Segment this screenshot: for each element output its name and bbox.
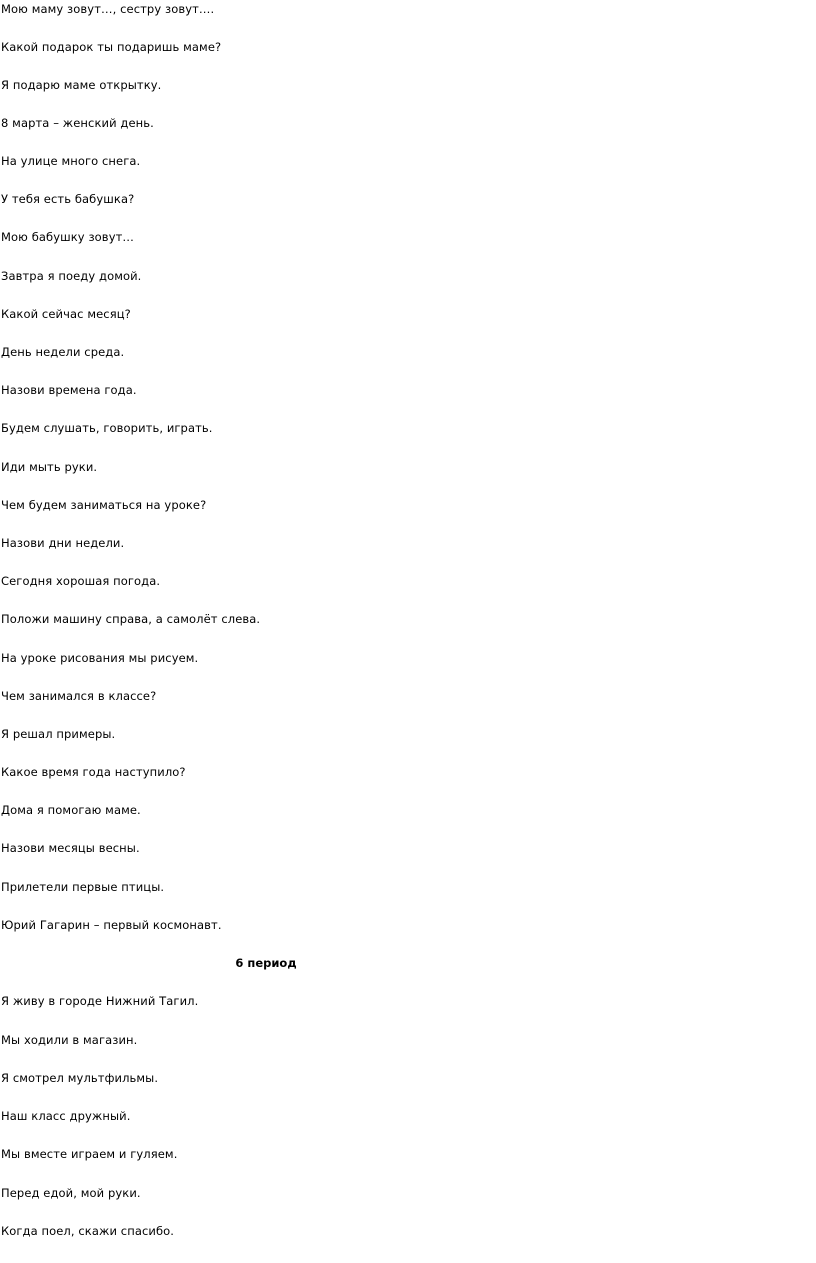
text-line: Мою бабушку зовут… xyxy=(1,230,134,244)
text-line: Я решал примеры. xyxy=(1,727,116,741)
text-line: У тебя есть бабушка? xyxy=(1,192,135,206)
text-line: 8 марта – женский день. xyxy=(1,116,154,130)
text-line: Дома я помогаю маме. xyxy=(1,803,141,817)
text-line: Какой сейчас месяц? xyxy=(1,307,131,321)
text-line: Положи машину справа, а самолёт слева. xyxy=(1,612,261,626)
text-line: Чем будем заниматься на уроке? xyxy=(1,498,207,512)
text-line: Мою маму зовут…, сестру зовут…. xyxy=(1,2,215,16)
text-line: Я подарю маме открытку. xyxy=(1,78,162,92)
text-line: Завтра я поеду домой. xyxy=(1,269,142,283)
text-line: Мы ходили в магазин. xyxy=(1,1033,138,1047)
text-line: Перед едой, мой руки. xyxy=(1,1186,141,1200)
text-line: Когда поел, скажи спасибо. xyxy=(1,1224,175,1238)
text-line: Будем слушать, говорить, играть. xyxy=(1,421,213,435)
text-line: Иди мыть руки. xyxy=(1,460,98,474)
text-line: Чем занимался в классе? xyxy=(1,689,157,703)
section-heading: 6 период xyxy=(235,956,297,970)
text-line: Назови месяцы весны. xyxy=(1,841,140,855)
text-line: Наш класс дружный. xyxy=(1,1109,131,1123)
text-line: Сегодня хорошая погода. xyxy=(1,574,161,588)
text-line: Какое время года наступило? xyxy=(1,765,186,779)
text-line: Я смотрел мультфильмы. xyxy=(1,1071,159,1085)
text-line: День недели среда. xyxy=(1,345,125,359)
text-line: Назови дни недели. xyxy=(1,536,125,550)
text-line: Юрий Гагарин – первый космонавт. xyxy=(1,918,222,932)
text-line: Назови времена года. xyxy=(1,383,137,397)
text-line: На улице много снега. xyxy=(1,154,141,168)
text-line: Прилетели первые птицы. xyxy=(1,880,165,894)
text-line: На уроке рисования мы рисуем. xyxy=(1,651,199,665)
text-line: Мы вместе играем и гуляем. xyxy=(1,1147,178,1161)
text-line: Какой подарок ты подаришь маме? xyxy=(1,40,222,54)
text-line: Я живу в городе Нижний Тагил. xyxy=(1,994,199,1008)
